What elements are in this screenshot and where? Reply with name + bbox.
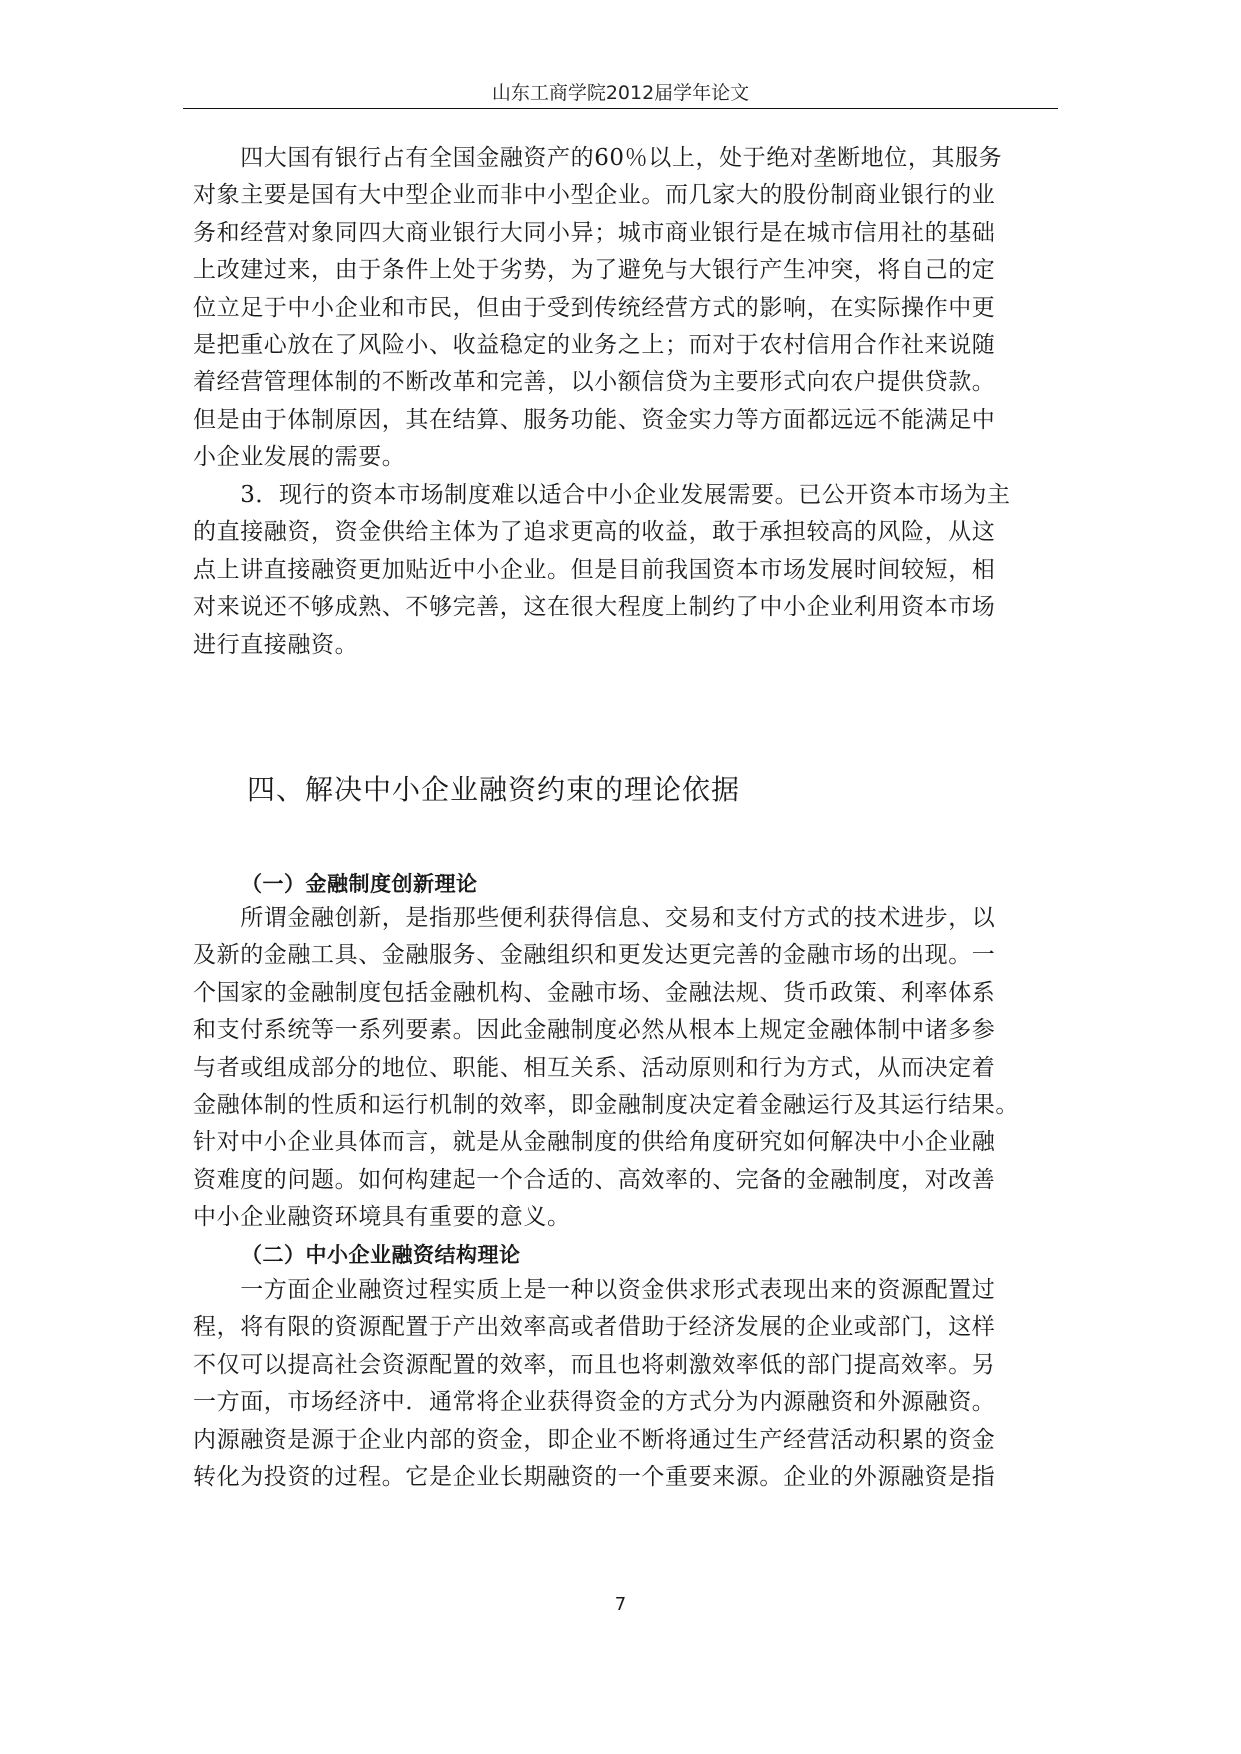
subsection-heading-financing-structure: （二）中小企业融资结构理论 <box>241 1243 521 1267</box>
text-line: 程，将有限的资源配置于产出效率高或者借助于经济发展的企业或部门，这样 <box>193 1314 996 1341</box>
text-line: 3．现行的资本市场制度难以适合中小企业发展需要。已公开资本市场为主 <box>193 482 1011 508</box>
text-line: 对象主要是国有大中型企业而非中小型企业。而几家大的股份制商业银行的业 <box>193 182 996 209</box>
subsection-heading-financial-innovation: （一）金融制度创新理论 <box>241 872 478 896</box>
text-line: 资难度的问题。如何构建起一个合适的、高效率的、完备的金融制度，对改善 <box>193 1166 996 1193</box>
text-line: 针对中小企业具体而言，就是从金融制度的供给角度研究如何解决中小企业融 <box>193 1129 996 1156</box>
text-line: 金融体制的性质和运行机制的效率，即金融制度决定着金融运行及其运行结果。 <box>193 1092 1019 1119</box>
text-line: 转化为投资的过程。它是企业长期融资的一个重要来源。企业的外源融资是指 <box>193 1464 996 1491</box>
page-header: 山东工商学院2012届学年论文 <box>491 82 750 104</box>
text-line: 进行直接融资。 <box>193 631 359 658</box>
paragraph <box>193 477 1053 664</box>
page-number: 7 <box>614 1594 627 1615</box>
paragraph <box>193 140 1053 477</box>
paragraph <box>193 900 1053 1237</box>
text-line: 中小企业融资环境具有重要的意义。 <box>193 1204 571 1231</box>
text-line: 务和经营对象同四大商业银行大同小异；城市商业银行是在城市信用社的基础 <box>193 219 996 246</box>
paragraph <box>193 1272 1053 1496</box>
text-line: 但是由于体制原因，其在结算、服务功能、资金实力等方面都远远不能满足中 <box>193 406 996 433</box>
text-line: 内源融资是源于企业内部的资金，即企业不断将通过生产经营活动积累的资金 <box>193 1426 996 1453</box>
text-line: 及新的金融工具、金融服务、金融组织和更发达更完善的金融市场的出现。一 <box>193 942 996 969</box>
text-line: 上改建过来，由于条件上处于劣势，为了避免与大银行产生冲突，将自己的定 <box>193 257 996 284</box>
text-line: 是把重心放在了风险小、收益稳定的业务之上；而对于农村信用合作社来说随 <box>193 332 996 359</box>
text-line: 着经营管理体制的不断改革和完善，以小额信贷为主要形式向农户提供贷款。 <box>193 369 996 396</box>
text-line: 和支付系统等一系列要素。因此金融制度必然从根本上规定金融体制中诸多参 <box>193 1017 996 1044</box>
text-line: 一方面，市场经济中．通常将企业获得资金的方式分为内源融资和外源融资。 <box>193 1389 996 1416</box>
paragraph-bank-monopoly <box>193 140 1053 477</box>
text-line: 所谓金融创新，是指那些便利获得信息、交易和支付方式的技术进步，以 <box>193 905 996 931</box>
section-heading: 四、解决中小企业融资约束的理论依据 <box>247 773 741 806</box>
text-line: 与者或组成部分的地位、职能、相互关系、活动原则和行为方式，从而决定着 <box>193 1054 996 1081</box>
text-line: 一方面企业融资过程实质上是一种以资金供求形式表现出来的资源配置过 <box>193 1277 996 1303</box>
text-line: 的直接融资，资金供给主体为了追求更高的收益，敢于承担较高的风险，从这 <box>193 519 996 546</box>
text-line: 不仅可以提高社会资源配置的效率，而且也将刺激效率低的部门提高效率。另 <box>193 1351 996 1378</box>
text-line: 位立足于中小企业和市民，但由于受到传统经营方式的影响，在实际操作中更 <box>193 294 996 321</box>
text-line: 点上讲直接融资更加贴近中小企业。但是目前我国资本市场发展时间较短，相 <box>193 556 996 583</box>
text-line: 四大国有银行占有全国金融资产的60％以上，处于绝对垄断地位，其服务 <box>193 145 1003 171</box>
paragraph-financing-structure <box>193 1272 1053 1496</box>
paragraph-financial-innovation <box>193 900 1053 1237</box>
text-line: 对来说还不够成熟、不够完善，这在很大程度上制约了中小企业利用资本市场 <box>193 594 996 621</box>
header-rule <box>183 108 1058 109</box>
paragraph-capital-market <box>193 477 1053 664</box>
text-line: 小企业发展的需要。 <box>193 444 406 471</box>
text-line: 个国家的金融制度包括金融机构、金融市场、金融法规、货币政策、利率体系 <box>193 979 996 1006</box>
